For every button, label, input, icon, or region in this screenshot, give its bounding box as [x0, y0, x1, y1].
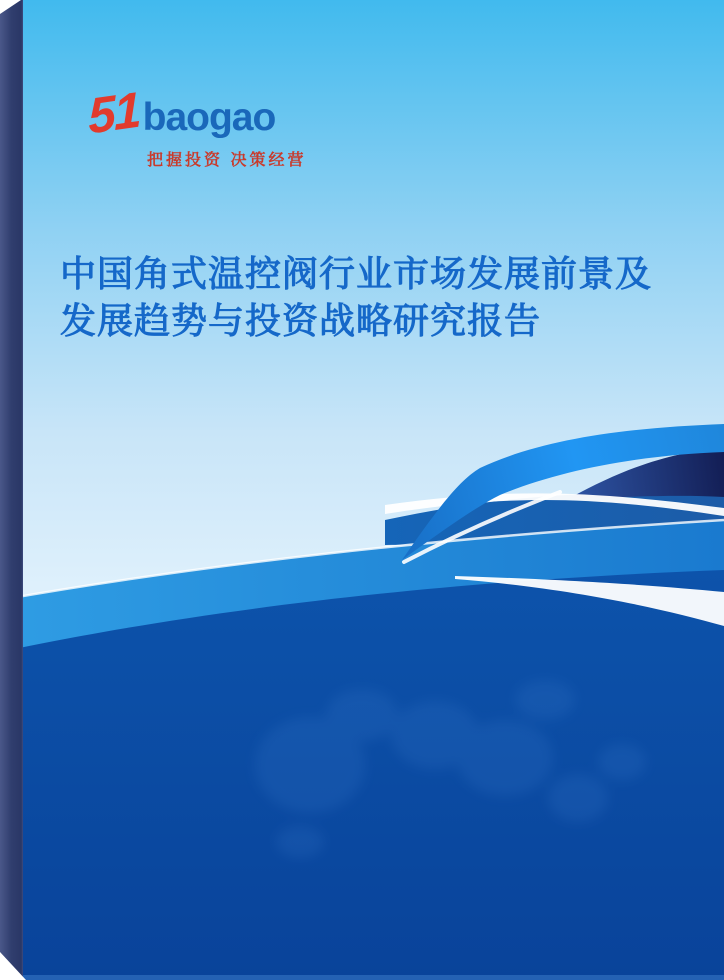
book-spine	[0, 0, 26, 980]
report-title-line2: 发展趋势与投资战略研究报告	[60, 300, 542, 341]
logo-name: baogao	[142, 96, 276, 139]
report-title-line1: 中国角式温控阀行业市场发展前景及	[60, 253, 653, 294]
logo-tagline: 把握投资 决策经营	[147, 152, 307, 169]
logo	[87, 81, 348, 170]
report-title	[60, 250, 690, 344]
logo-51-mark: 51	[87, 81, 141, 145]
